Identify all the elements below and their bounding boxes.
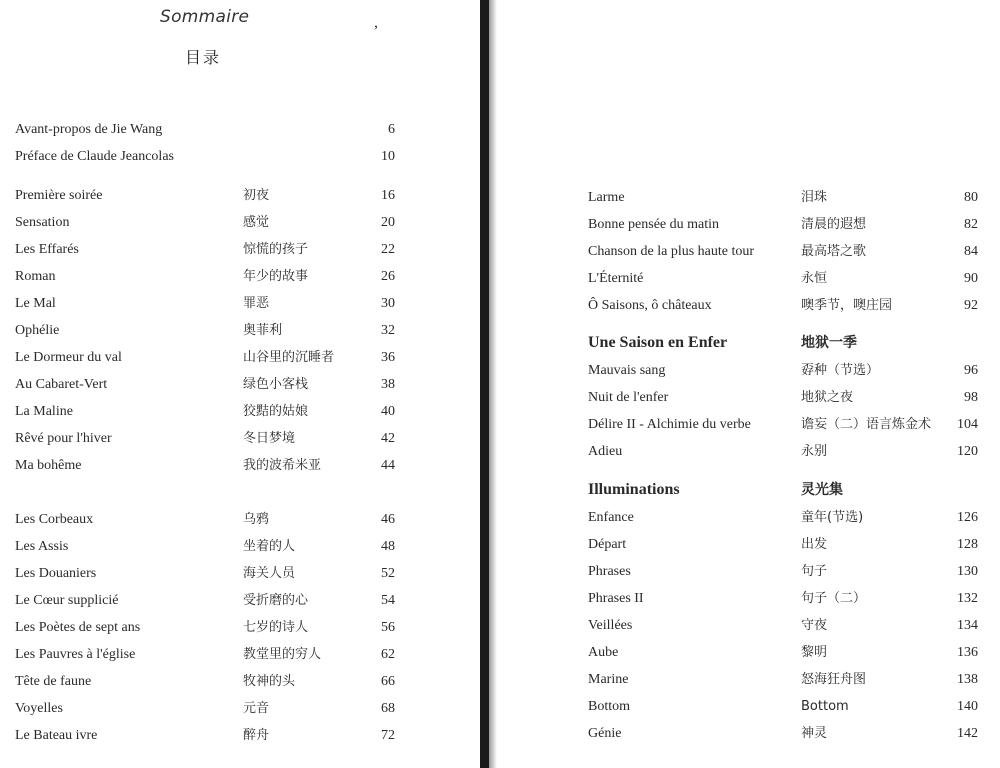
toc-entry xyxy=(588,361,978,381)
entry-title-fr: Le Dormeur du val xyxy=(15,350,122,365)
entry-title-fr: Veillées xyxy=(588,618,633,633)
entry-title-zh: 年少的故事 xyxy=(243,269,309,284)
toc-entry xyxy=(15,591,395,611)
entry-title-fr: Marine xyxy=(588,672,629,687)
entry-title-fr: Bonne pensée du matin xyxy=(588,217,720,232)
section-title-zh: 灵光集 xyxy=(801,482,843,498)
toc-entry xyxy=(15,186,395,206)
entry-page: 40 xyxy=(381,404,395,419)
entry-title-fr: Sensation xyxy=(15,215,70,230)
entry-title-fr: Roman xyxy=(15,269,56,284)
entry-title-zh: 绿色小客栈 xyxy=(243,377,309,392)
book-spine xyxy=(480,0,489,768)
toc-entry xyxy=(15,456,395,476)
entry-title-zh: 谵妄（二）语言炼金术 xyxy=(801,417,932,432)
section-title-fr: Illuminations xyxy=(588,481,680,498)
entry-page: 96 xyxy=(964,363,978,378)
entry-title-zh: 海关人员 xyxy=(243,566,296,581)
entry-title-zh: 醉舟 xyxy=(243,728,270,743)
entry-title-fr: Les Corbeaux xyxy=(15,512,94,527)
entry-title-fr: Les Effarés xyxy=(15,242,79,257)
entry-title-fr: Les Poètes de sept ans xyxy=(15,620,141,635)
entry-title-zh: 教堂里的穷人 xyxy=(243,647,322,662)
entry-title-zh: 永恒 xyxy=(801,271,828,286)
entry-page: 62 xyxy=(381,647,395,662)
entry-title-fr: Nuit de l'enfer xyxy=(588,390,669,405)
toc-entry xyxy=(588,643,978,663)
entry-page: 72 xyxy=(381,728,395,743)
toc-entry xyxy=(15,537,395,557)
entry-title-fr: Au Cabaret-Vert xyxy=(15,377,108,392)
entry-page: 134 xyxy=(957,618,978,633)
entry-title-zh: 守夜 xyxy=(801,618,828,633)
entry-title-zh: 感觉 xyxy=(243,215,270,230)
toc-entry xyxy=(15,699,395,719)
entry-title-zh: 坐着的人 xyxy=(243,539,296,554)
entry-page: 80 xyxy=(964,190,978,205)
entry-page: 44 xyxy=(381,458,395,473)
section-heading xyxy=(588,480,978,500)
entry-page: 38 xyxy=(381,377,395,392)
entry-page: 120 xyxy=(957,444,978,459)
entry-page: 136 xyxy=(957,645,978,660)
entry-title-fr: Première soirée xyxy=(15,188,103,203)
entry-title-fr: Les Pauvres à l'église xyxy=(15,647,136,662)
toc-entry xyxy=(15,321,395,341)
toc-entry xyxy=(15,147,395,167)
entry-title-zh: 狡黠的姑娘 xyxy=(243,404,309,419)
entry-title-fr: Le Mal xyxy=(15,296,56,311)
entry-title-zh: 出发 xyxy=(801,537,828,552)
entry-page: 6 xyxy=(388,122,395,137)
entry-title-fr: Adieu xyxy=(588,444,623,459)
stray-mark: , xyxy=(374,14,378,31)
entry-page: 52 xyxy=(381,566,395,581)
toc-entry xyxy=(15,645,395,665)
entry-title-zh: Bottom xyxy=(801,699,849,714)
entry-page: 56 xyxy=(381,620,395,635)
entry-page: 84 xyxy=(964,244,978,259)
toc-entry xyxy=(588,562,978,582)
entry-page: 98 xyxy=(964,390,978,405)
entry-title-fr: Ma bohême xyxy=(15,458,82,473)
entry-title-fr: Le Cœur supplicié xyxy=(15,593,119,608)
entry-page: 48 xyxy=(381,539,395,554)
toc-entry xyxy=(15,429,395,449)
entry-title-zh: 怒海狂舟图 xyxy=(801,672,867,687)
toc-entry xyxy=(588,415,978,435)
entry-page: 20 xyxy=(381,215,395,230)
contents-title-chinese: 目录 xyxy=(185,48,222,67)
entry-title-fr: La Maline xyxy=(15,404,73,419)
toc-entry xyxy=(15,213,395,233)
entry-page: 92 xyxy=(964,298,978,313)
entry-title-zh: 罪恶 xyxy=(243,296,270,311)
entry-title-zh: 七岁的诗人 xyxy=(243,620,309,635)
entry-title-fr: Tête de faune xyxy=(15,674,92,689)
section-heading xyxy=(588,333,978,353)
entry-page: 142 xyxy=(957,726,978,741)
toc-entry xyxy=(15,294,395,314)
entry-title-fr: L'Éternité xyxy=(588,271,644,286)
toc-entry xyxy=(588,670,978,690)
entry-title-fr: Ô Saisons, ô châteaux xyxy=(588,298,712,313)
toc-entry xyxy=(588,242,978,262)
toc-entry xyxy=(588,724,978,744)
entry-page: 32 xyxy=(381,323,395,338)
toc-entry xyxy=(588,188,978,208)
toc-entry xyxy=(15,120,395,140)
entry-title-fr: Les Assis xyxy=(15,539,69,554)
toc-entry xyxy=(588,508,978,528)
entry-title-zh: 永别 xyxy=(801,444,828,459)
entry-title-fr: Génie xyxy=(588,726,622,741)
entry-title-fr: Voyelles xyxy=(15,701,63,716)
entry-title-zh: 我的波希米亚 xyxy=(243,458,322,473)
entry-title-zh: 乌鸦 xyxy=(243,512,270,527)
toc-entry xyxy=(588,296,978,316)
toc-entry xyxy=(15,726,395,746)
toc-entry xyxy=(15,267,395,287)
entry-title-fr: Chanson de la plus haute tour xyxy=(588,244,755,259)
toc-entry xyxy=(15,618,395,638)
toc-entry xyxy=(588,442,978,462)
entry-title-fr: Départ xyxy=(588,537,627,552)
toc-entry xyxy=(15,510,395,530)
entry-title-zh: 初夜 xyxy=(243,188,270,203)
entry-title-zh: 清晨的遐想 xyxy=(801,217,867,232)
entry-title-zh: 元音 xyxy=(243,701,270,716)
spine-shadow xyxy=(489,0,497,768)
entry-page: 10 xyxy=(381,149,395,164)
entry-title-fr: Mauvais sang xyxy=(588,363,666,378)
entry-page: 42 xyxy=(381,431,395,446)
toc-entry xyxy=(15,672,395,692)
contents-title-french: Sommaire xyxy=(160,7,250,27)
entry-title-zh: 山谷里的沉睡者 xyxy=(243,350,335,365)
entry-title-zh: 奥菲利 xyxy=(243,323,283,338)
entry-title-zh: 泪珠 xyxy=(801,190,828,205)
toc-entry xyxy=(15,240,395,260)
entry-page: 46 xyxy=(381,512,395,527)
entry-page: 90 xyxy=(964,271,978,286)
entry-title-zh: 受折磨的心 xyxy=(243,593,309,608)
toc-entry xyxy=(588,215,978,235)
entry-page: 140 xyxy=(957,699,978,714)
entry-title-zh: 童年(节选) xyxy=(801,510,864,525)
entry-page: 16 xyxy=(381,188,395,203)
toc-entry xyxy=(588,535,978,555)
entry-title-fr: Aube xyxy=(588,645,619,660)
entry-page: 26 xyxy=(381,269,395,284)
entry-title-zh: 地狱之夜 xyxy=(801,390,854,405)
entry-title-zh: 黎明 xyxy=(801,645,828,660)
entry-page: 66 xyxy=(381,674,395,689)
entry-page: 138 xyxy=(957,672,978,687)
entry-page: 128 xyxy=(957,537,978,552)
entry-title-fr: Avant-propos de Jie Wang xyxy=(15,122,163,137)
entry-page: 36 xyxy=(381,350,395,365)
entry-page: 22 xyxy=(381,242,395,257)
entry-title-fr: Délire II - Alchimie du verbe xyxy=(588,417,751,432)
entry-title-zh: 最高塔之歌 xyxy=(801,244,867,259)
section-title-fr: Une Saison en Enfer xyxy=(588,334,728,351)
section-title-zh: 地狱一季 xyxy=(801,335,857,351)
entry-title-fr: Les Douaniers xyxy=(15,566,97,581)
entry-page: 30 xyxy=(381,296,395,311)
entry-title-fr: Enfance xyxy=(588,510,634,525)
entry-title-fr: Phrases xyxy=(588,564,631,579)
entry-page: 68 xyxy=(381,701,395,716)
entry-title-fr: Le Bateau ivre xyxy=(15,728,98,743)
entry-title-fr: Phrases II xyxy=(588,591,644,606)
toc-entry xyxy=(588,697,978,717)
toc-entry xyxy=(15,348,395,368)
entry-page: 82 xyxy=(964,217,978,232)
entry-title-fr: Bottom xyxy=(588,699,631,714)
entry-page: 126 xyxy=(957,510,978,525)
entry-title-zh: 句子（二） xyxy=(801,591,867,606)
entry-title-zh: 噢季节，噢庄园 xyxy=(801,298,893,313)
entry-title-fr: Larme xyxy=(588,190,625,205)
entry-title-zh: 神灵 xyxy=(801,726,828,741)
entry-title-zh: 孬种（节选） xyxy=(801,363,880,378)
entry-title-zh: 惊慌的孩子 xyxy=(243,242,309,257)
entry-title-fr: Rêvé pour l'hiver xyxy=(15,431,112,446)
entry-title-zh: 牧神的头 xyxy=(243,674,296,689)
toc-entry xyxy=(588,616,978,636)
entry-page: 130 xyxy=(957,564,978,579)
entry-page: 54 xyxy=(381,593,395,608)
entry-title-zh: 句子 xyxy=(801,564,828,579)
toc-entry xyxy=(15,375,395,395)
entry-page: 104 xyxy=(957,417,978,432)
toc-entry xyxy=(588,589,978,609)
entry-page: 132 xyxy=(957,591,978,606)
entry-title-zh: 冬日梦境 xyxy=(243,431,296,446)
toc-entry xyxy=(588,269,978,289)
entry-title-fr: Ophélie xyxy=(15,323,60,338)
toc-entry xyxy=(588,388,978,408)
entry-title-fr: Préface de Claude Jeancolas xyxy=(15,149,174,164)
toc-entry xyxy=(15,564,395,584)
toc-entry xyxy=(15,402,395,422)
